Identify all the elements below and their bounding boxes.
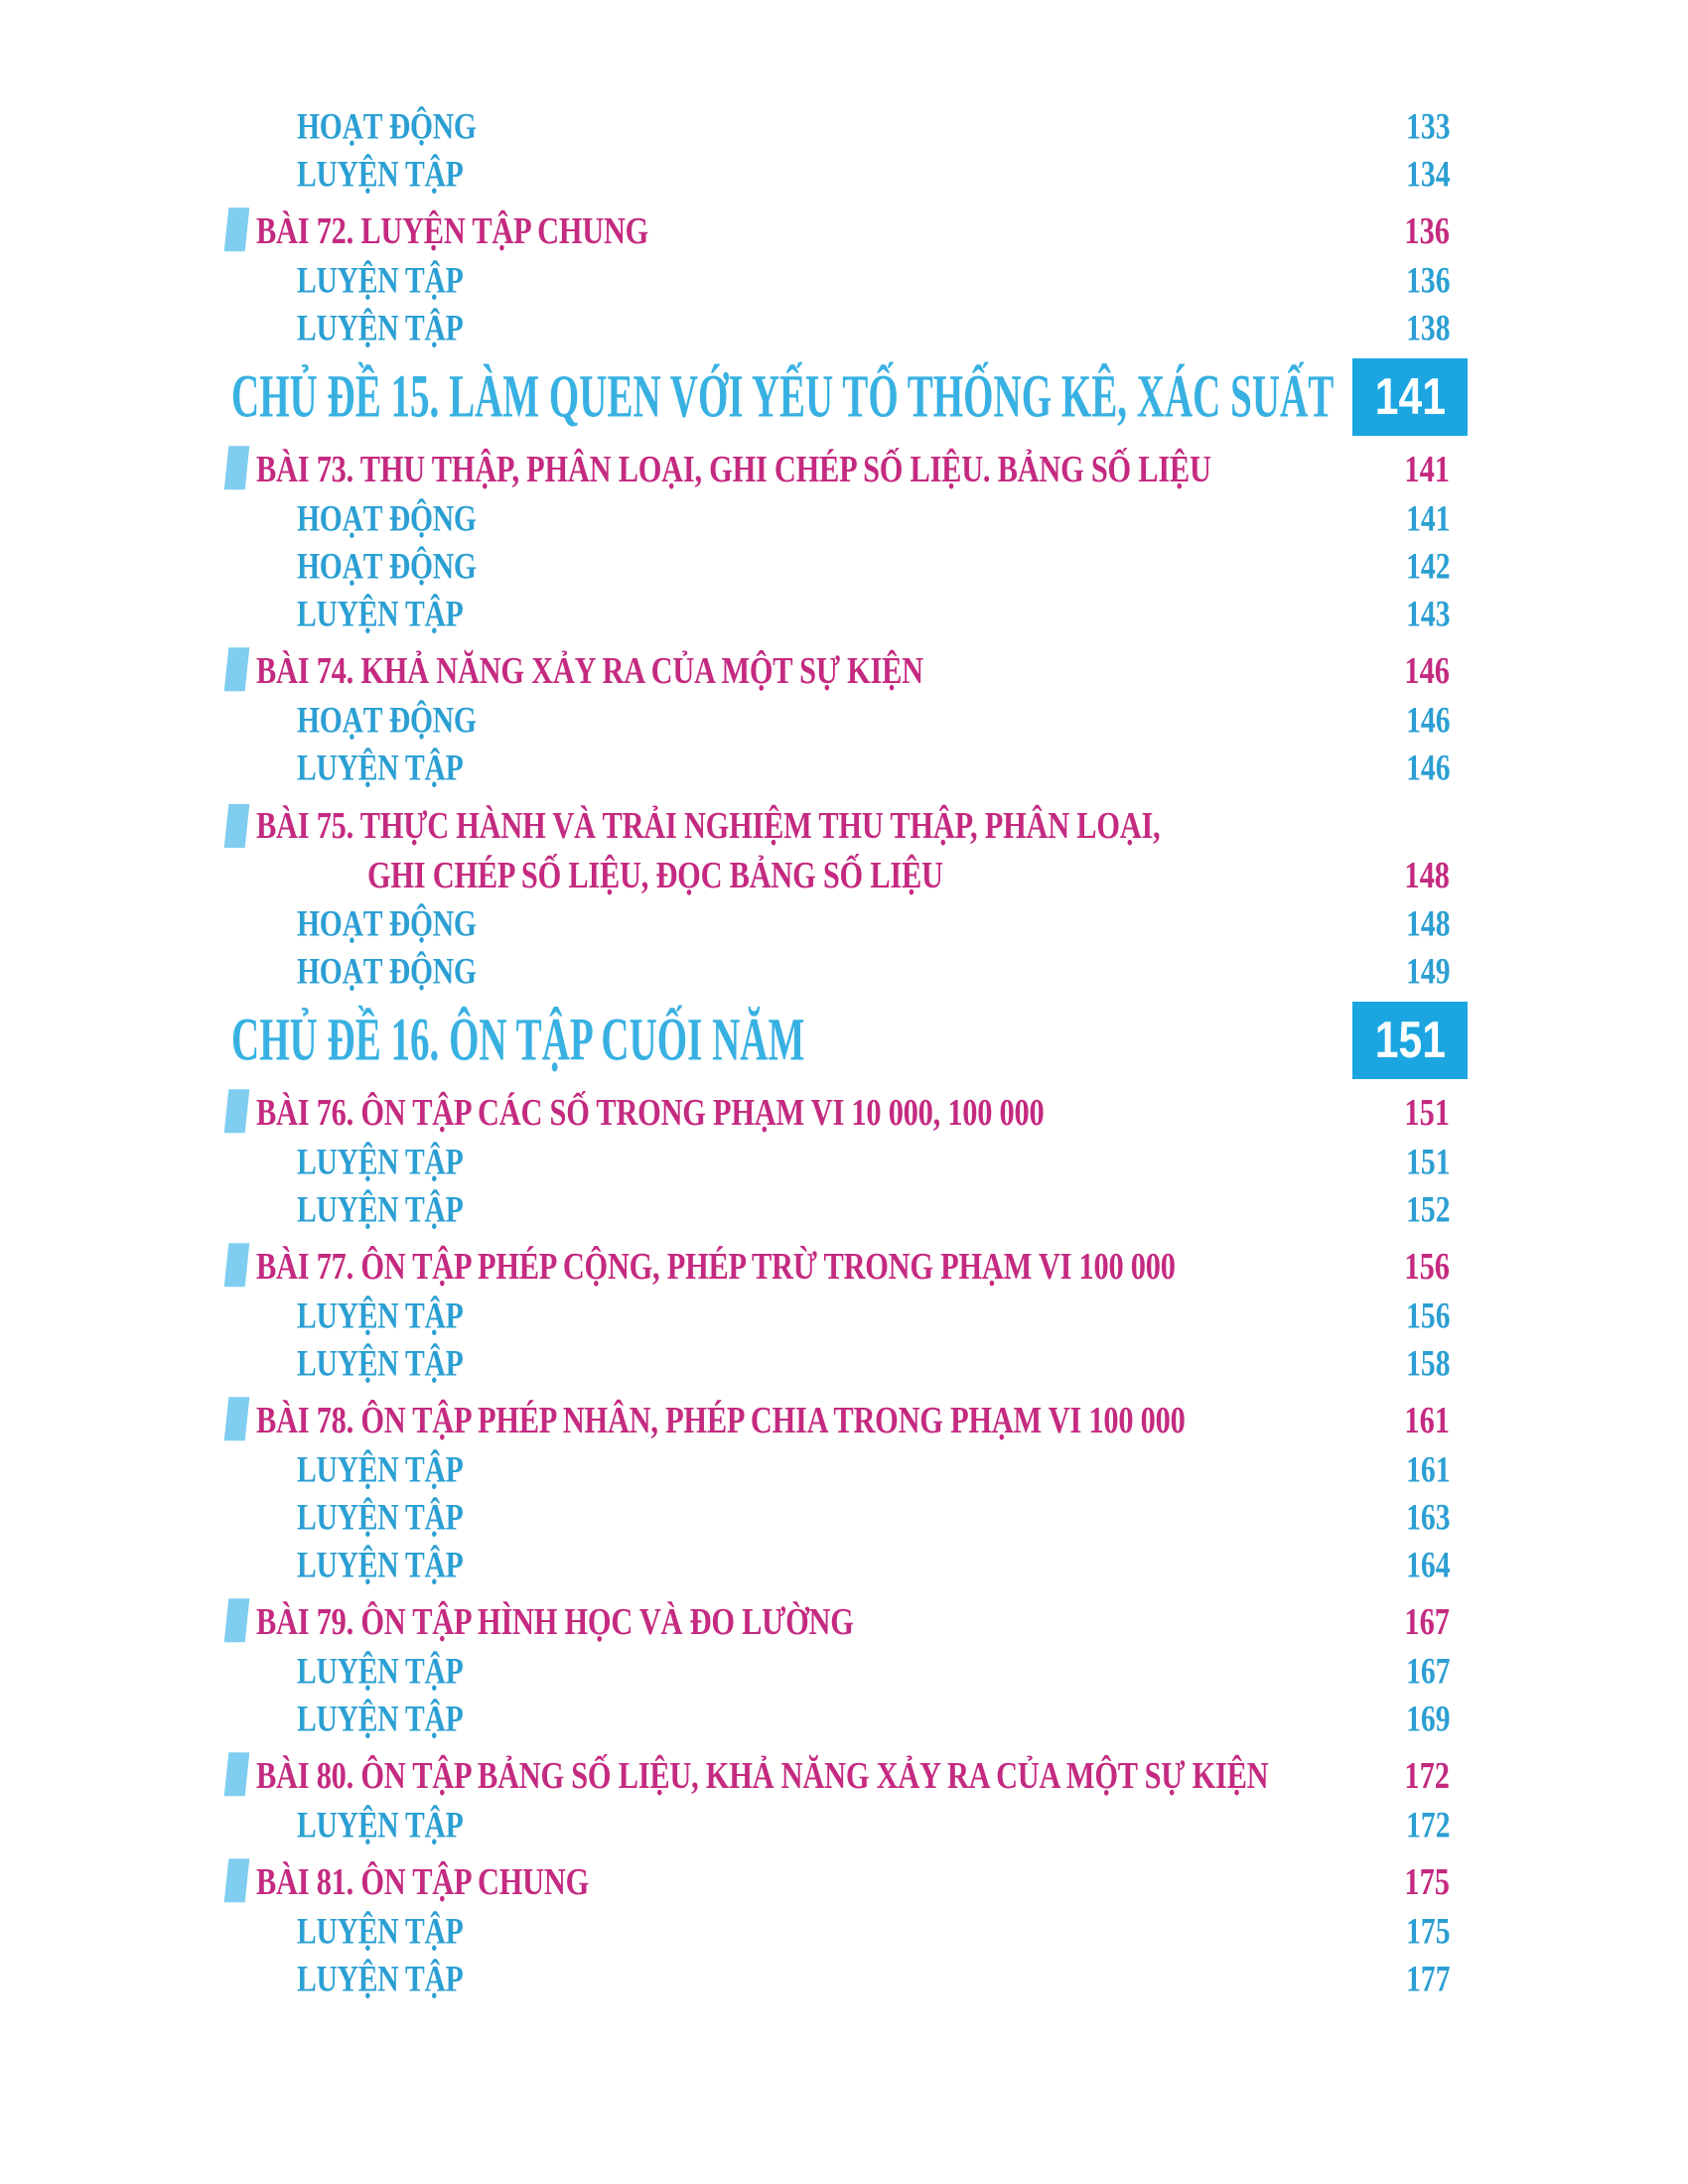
lesson-bullet-icon xyxy=(224,804,250,848)
toc-entry-page-number: 163 xyxy=(1405,1497,1450,1539)
toc-lesson-row xyxy=(0,801,1688,898)
toc-sub-row xyxy=(0,1908,1688,1956)
toc-sub-entry-title: LUYỆN TẬP xyxy=(297,1805,464,1846)
toc-sub-row xyxy=(0,1802,1688,1849)
toc-entry-page-number: 172 xyxy=(1405,1805,1450,1846)
toc-sub-entry-title: HOẠT ĐỘNG xyxy=(297,700,477,742)
toc-entry-page-number: 142 xyxy=(1405,546,1450,588)
toc-sub-entry-title: HOẠT ĐỘNG xyxy=(297,498,477,540)
toc-sub-row xyxy=(0,1340,1688,1388)
toc-lesson-entry-title: BÀI 74. KHẢ NĂNG XẢY RA CỦA MỘT SỰ KIỆN xyxy=(256,650,923,692)
toc-entry-page-number: 156 xyxy=(1405,1296,1450,1337)
toc-sub-row xyxy=(0,591,1688,638)
lesson-bullet-icon xyxy=(224,1598,250,1642)
toc-sub-entry-title: HOẠT ĐỘNG xyxy=(297,546,477,588)
toc-sub-row xyxy=(0,257,1688,305)
toc-entry-page-number: 133 xyxy=(1405,106,1450,148)
toc-sub-entry-title: LUYỆN TẬP xyxy=(297,1497,464,1539)
toc-entry-page-number: 151 xyxy=(1404,1092,1450,1134)
toc-entry-page-number: 138 xyxy=(1405,308,1450,349)
toc-sub-row xyxy=(0,495,1688,543)
toc-entry-page-number: 149 xyxy=(1405,951,1450,993)
toc-lesson-row xyxy=(0,1243,1688,1291)
toc-sub-row xyxy=(0,745,1688,792)
toc-sub-row xyxy=(0,1293,1688,1340)
toc-chapter-row xyxy=(0,1002,1688,1079)
lesson-bullet-icon xyxy=(224,647,250,691)
toc-chapter-title: CHỦ ĐỀ 15. LÀM QUEN VỚI YẾU TỐ THỐNG KÊ, XÁC SUẤT xyxy=(231,363,1335,431)
toc-sub-row xyxy=(0,1648,1688,1696)
toc-sub-row xyxy=(0,1494,1688,1542)
toc-entry-page-number: 146 xyxy=(1405,700,1450,742)
toc-lesson-row xyxy=(0,647,1688,695)
toc-sub-row xyxy=(0,1186,1688,1234)
toc-entry-page-number: 161 xyxy=(1405,1449,1450,1491)
chapter-page-badge xyxy=(1352,358,1468,436)
toc-lesson-entry-title: BÀI 75. THỰC HÀNH VÀ TRẢI NGHIỆM THU THẬP, PHÂN LOẠI, xyxy=(256,805,1161,847)
toc-sub-entry-title: HOẠT ĐỘNG xyxy=(297,106,477,148)
toc-sub-row xyxy=(0,151,1688,199)
toc-entry-page-number: 152 xyxy=(1405,1189,1450,1231)
toc-entry-page-number: 148 xyxy=(1405,903,1450,945)
toc-sub-entry-title: LUYỆN TẬP xyxy=(297,154,464,196)
toc-sub-row xyxy=(0,1696,1688,1743)
toc-sub-entry-title: HOẠT ĐỘNG xyxy=(297,903,477,945)
toc-lesson-entry-title: BÀI 72. LUYỆN TẬP CHUNG xyxy=(256,210,649,252)
toc-lesson-row xyxy=(0,207,1688,255)
toc-chapter-row xyxy=(0,358,1688,436)
toc-sub-row xyxy=(0,697,1688,745)
toc-sub-entry-title: LUYỆN TẬP xyxy=(297,1911,464,1953)
toc-sub-entry-title: LUYỆN TẬP xyxy=(297,1449,464,1491)
toc-sub-entry-title: LUYỆN TẬP xyxy=(297,594,464,635)
toc-entry-page-number: 175 xyxy=(1405,1911,1450,1953)
toc-entry-page-number: 158 xyxy=(1405,1343,1450,1385)
toc-entry-page-number: 143 xyxy=(1405,594,1450,635)
toc-sub-row xyxy=(0,948,1688,996)
toc-lesson-entry-title: BÀI 81. ÔN TẬP CHUNG xyxy=(256,1861,589,1903)
lesson-bullet-icon xyxy=(224,1243,250,1287)
toc-sub-row xyxy=(0,543,1688,591)
chapter-page-number: 151 xyxy=(1374,1012,1446,1069)
toc-entry-page-number: 172 xyxy=(1404,1755,1450,1797)
toc-sub-row xyxy=(0,103,1688,151)
toc-sub-row xyxy=(0,900,1688,948)
toc-sub-row xyxy=(0,1956,1688,2003)
toc-entry-page-number: 161 xyxy=(1404,1400,1450,1441)
toc-sub-row xyxy=(0,1139,1688,1186)
toc-entry-page-number: 151 xyxy=(1405,1142,1450,1183)
toc-entry-page-number: 169 xyxy=(1405,1699,1450,1740)
toc-lesson-row xyxy=(0,1858,1688,1906)
toc-sub-entry-title: HOẠT ĐỘNG xyxy=(297,951,477,993)
toc-sub-entry-title: LUYỆN TẬP xyxy=(297,260,464,302)
toc-entry-page-number: 146 xyxy=(1405,748,1450,789)
toc-lesson-row xyxy=(0,446,1688,493)
toc-sub-row xyxy=(0,1542,1688,1589)
toc-sub-entry-title: LUYỆN TẬP xyxy=(297,1959,464,2000)
toc-lesson-row xyxy=(0,1752,1688,1800)
lesson-bullet-icon xyxy=(224,207,250,251)
toc-entry-page-number: 175 xyxy=(1404,1861,1450,1903)
toc-entry-page-number: 136 xyxy=(1405,260,1450,302)
toc-lesson-row xyxy=(0,1598,1688,1646)
toc-lesson-entry-title: BÀI 77. ÔN TẬP PHÉP CỘNG, PHÉP TRỪ TRONG PHẠM VI 100 000 xyxy=(256,1246,1176,1288)
toc-entry-page-number: 146 xyxy=(1404,650,1450,692)
toc-lesson-entry-title: BÀI 73. THU THẬP, PHÂN LOẠI, GHI CHÉP SỐ LIỆU. BẢNG SỐ LIỆU xyxy=(256,449,1211,490)
toc-entry-page-number: 141 xyxy=(1405,498,1450,540)
toc-lesson-entry-title-line2: GHI CHÉP SỐ LIỆU, ĐỌC BẢNG SỐ LIỆU xyxy=(367,855,943,896)
toc-entry-page-number: 141 xyxy=(1404,449,1450,490)
lesson-bullet-icon xyxy=(224,1397,250,1440)
toc-lesson-entry-title: BÀI 78. ÔN TẬP PHÉP NHÂN, PHÉP CHIA TRONG PHẠM VI 100 000 xyxy=(256,1400,1186,1441)
toc-sub-entry-title: LUYỆN TẬP xyxy=(297,1343,464,1385)
toc-entry-page-number: 156 xyxy=(1404,1246,1450,1288)
toc-sub-entry-title: LUYỆN TẬP xyxy=(297,1545,464,1586)
chapter-page-badge xyxy=(1352,1002,1468,1079)
toc-sub-entry-title: LUYỆN TẬP xyxy=(297,1142,464,1183)
lesson-bullet-icon xyxy=(224,446,250,489)
toc-sub-entry-title: LUYỆN TẬP xyxy=(297,748,464,789)
lesson-bullet-icon xyxy=(224,1858,250,1902)
toc-sub-entry-title: LUYỆN TẬP xyxy=(297,1699,464,1740)
toc-entry-page-number: 164 xyxy=(1405,1545,1450,1586)
toc-sub-row xyxy=(0,305,1688,352)
toc-sub-entry-title: LUYỆN TẬP xyxy=(297,1296,464,1337)
lesson-bullet-icon xyxy=(224,1752,250,1796)
toc-sub-entry-title: LUYỆN TẬP xyxy=(297,1651,464,1693)
toc-entry-page-number: 167 xyxy=(1405,1651,1450,1693)
toc-lesson-row xyxy=(0,1397,1688,1444)
toc-entry-page-number: 148 xyxy=(1404,855,1450,896)
toc-entry-page-number: 167 xyxy=(1404,1601,1450,1643)
toc-lesson-entry-title: BÀI 80. ÔN TẬP BẢNG SỐ LIỆU, KHẢ NĂNG XẢY RA CỦA MỘT SỰ KIỆN xyxy=(256,1755,1269,1797)
toc-lesson-row xyxy=(0,1089,1688,1137)
toc-entry-page-number: 177 xyxy=(1405,1959,1450,2000)
toc-sub-row xyxy=(0,1446,1688,1494)
toc-lesson-entry-title: BÀI 79. ÔN TẬP HÌNH HỌC VÀ ĐO LƯỜNG xyxy=(256,1601,854,1643)
toc-sub-entry-title: LUYỆN TẬP xyxy=(297,308,464,349)
lesson-bullet-icon xyxy=(224,1089,250,1133)
toc-chapter-title: CHỦ ĐỀ 16. ÔN TẬP CUỐI NĂM xyxy=(231,1007,805,1074)
toc-lesson-entry-title: BÀI 76. ÔN TẬP CÁC SỐ TRONG PHẠM VI 10 000, 100 000 xyxy=(256,1092,1045,1134)
toc-entry-page-number: 134 xyxy=(1405,154,1450,196)
toc-sub-entry-title: LUYỆN TẬP xyxy=(297,1189,464,1231)
toc-entry-page-number: 136 xyxy=(1404,210,1450,252)
chapter-page-number: 141 xyxy=(1374,368,1446,426)
